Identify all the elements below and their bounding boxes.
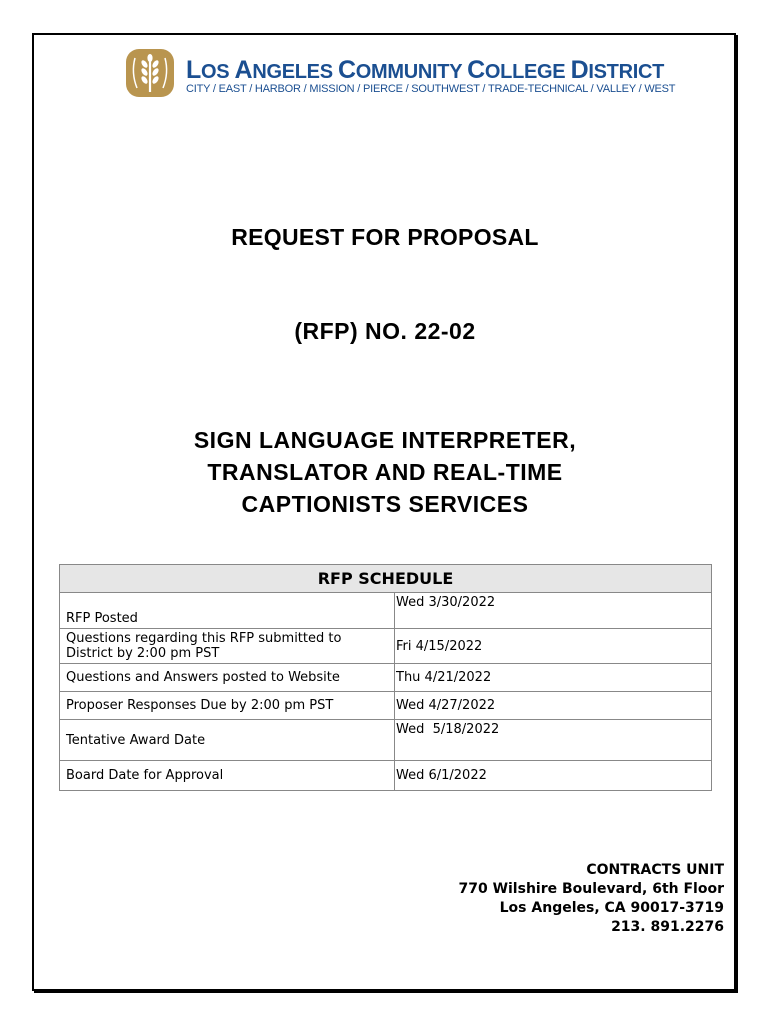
- schedule-date: Wed 3/30/2022: [395, 593, 712, 629]
- schedule-date: Wed 4/27/2022: [395, 692, 712, 720]
- schedule-event: Tentative Award Date: [60, 720, 395, 761]
- table-row: [60, 629, 712, 664]
- college-list: CITY / EAST / HARBOR / MISSION / PIERCE / SOUTHWEST / TRADE-TECHNICAL / VALLEY / WEST: [186, 83, 676, 95]
- schedule-date: Thu 4/21/2022: [395, 664, 712, 692]
- district-name: LOS ANGELES COMMUNITY COLLEGE DISTRICT: [186, 56, 665, 84]
- table-row: [60, 720, 712, 761]
- document-title: REQUEST FOR PROPOSAL: [231, 224, 539, 250]
- rfp-schedule-table: [59, 564, 712, 791]
- schedule-event: Questions and Answers posted to Website: [60, 664, 395, 692]
- schedule-event: Board Date for Approval: [60, 761, 395, 791]
- schedule-event: RFP Posted: [60, 593, 395, 629]
- contact-block: [458, 861, 724, 937]
- wheat-seal-icon: [125, 48, 175, 98]
- schedule-event: Questions regarding this RFP submitted to District by 2:00 pm PST: [60, 629, 395, 664]
- schedule-date: Wed 5/18/2022: [395, 720, 712, 761]
- phone-number: 213. 891.2276: [611, 919, 724, 935]
- table-row: [60, 692, 712, 720]
- street-address: 770 Wilshire Boulevard, 6th Floor: [458, 881, 724, 897]
- schedule-event: Proposer Responses Due by 2:00 pm PST: [60, 692, 395, 720]
- service-title: SIGN LANGUAGE INTERPRETER, TRANSLATOR AND REAL-TIME CAPTIONISTS SERVICES: [193, 427, 577, 517]
- city-state-zip: Los Angeles, CA 90017-3719: [499, 900, 724, 916]
- table-row: [60, 593, 712, 629]
- schedule-heading: RFP SCHEDULE: [60, 565, 712, 593]
- table-row: [60, 664, 712, 692]
- schedule-date: Wed 6/1/2022: [395, 761, 712, 791]
- table-row: [60, 761, 712, 791]
- contracts-unit: CONTRACTS UNIT: [586, 862, 724, 878]
- schedule-date: Fri 4/15/2022: [395, 629, 712, 664]
- rfp-number: (RFP) NO. 22-02: [294, 318, 476, 344]
